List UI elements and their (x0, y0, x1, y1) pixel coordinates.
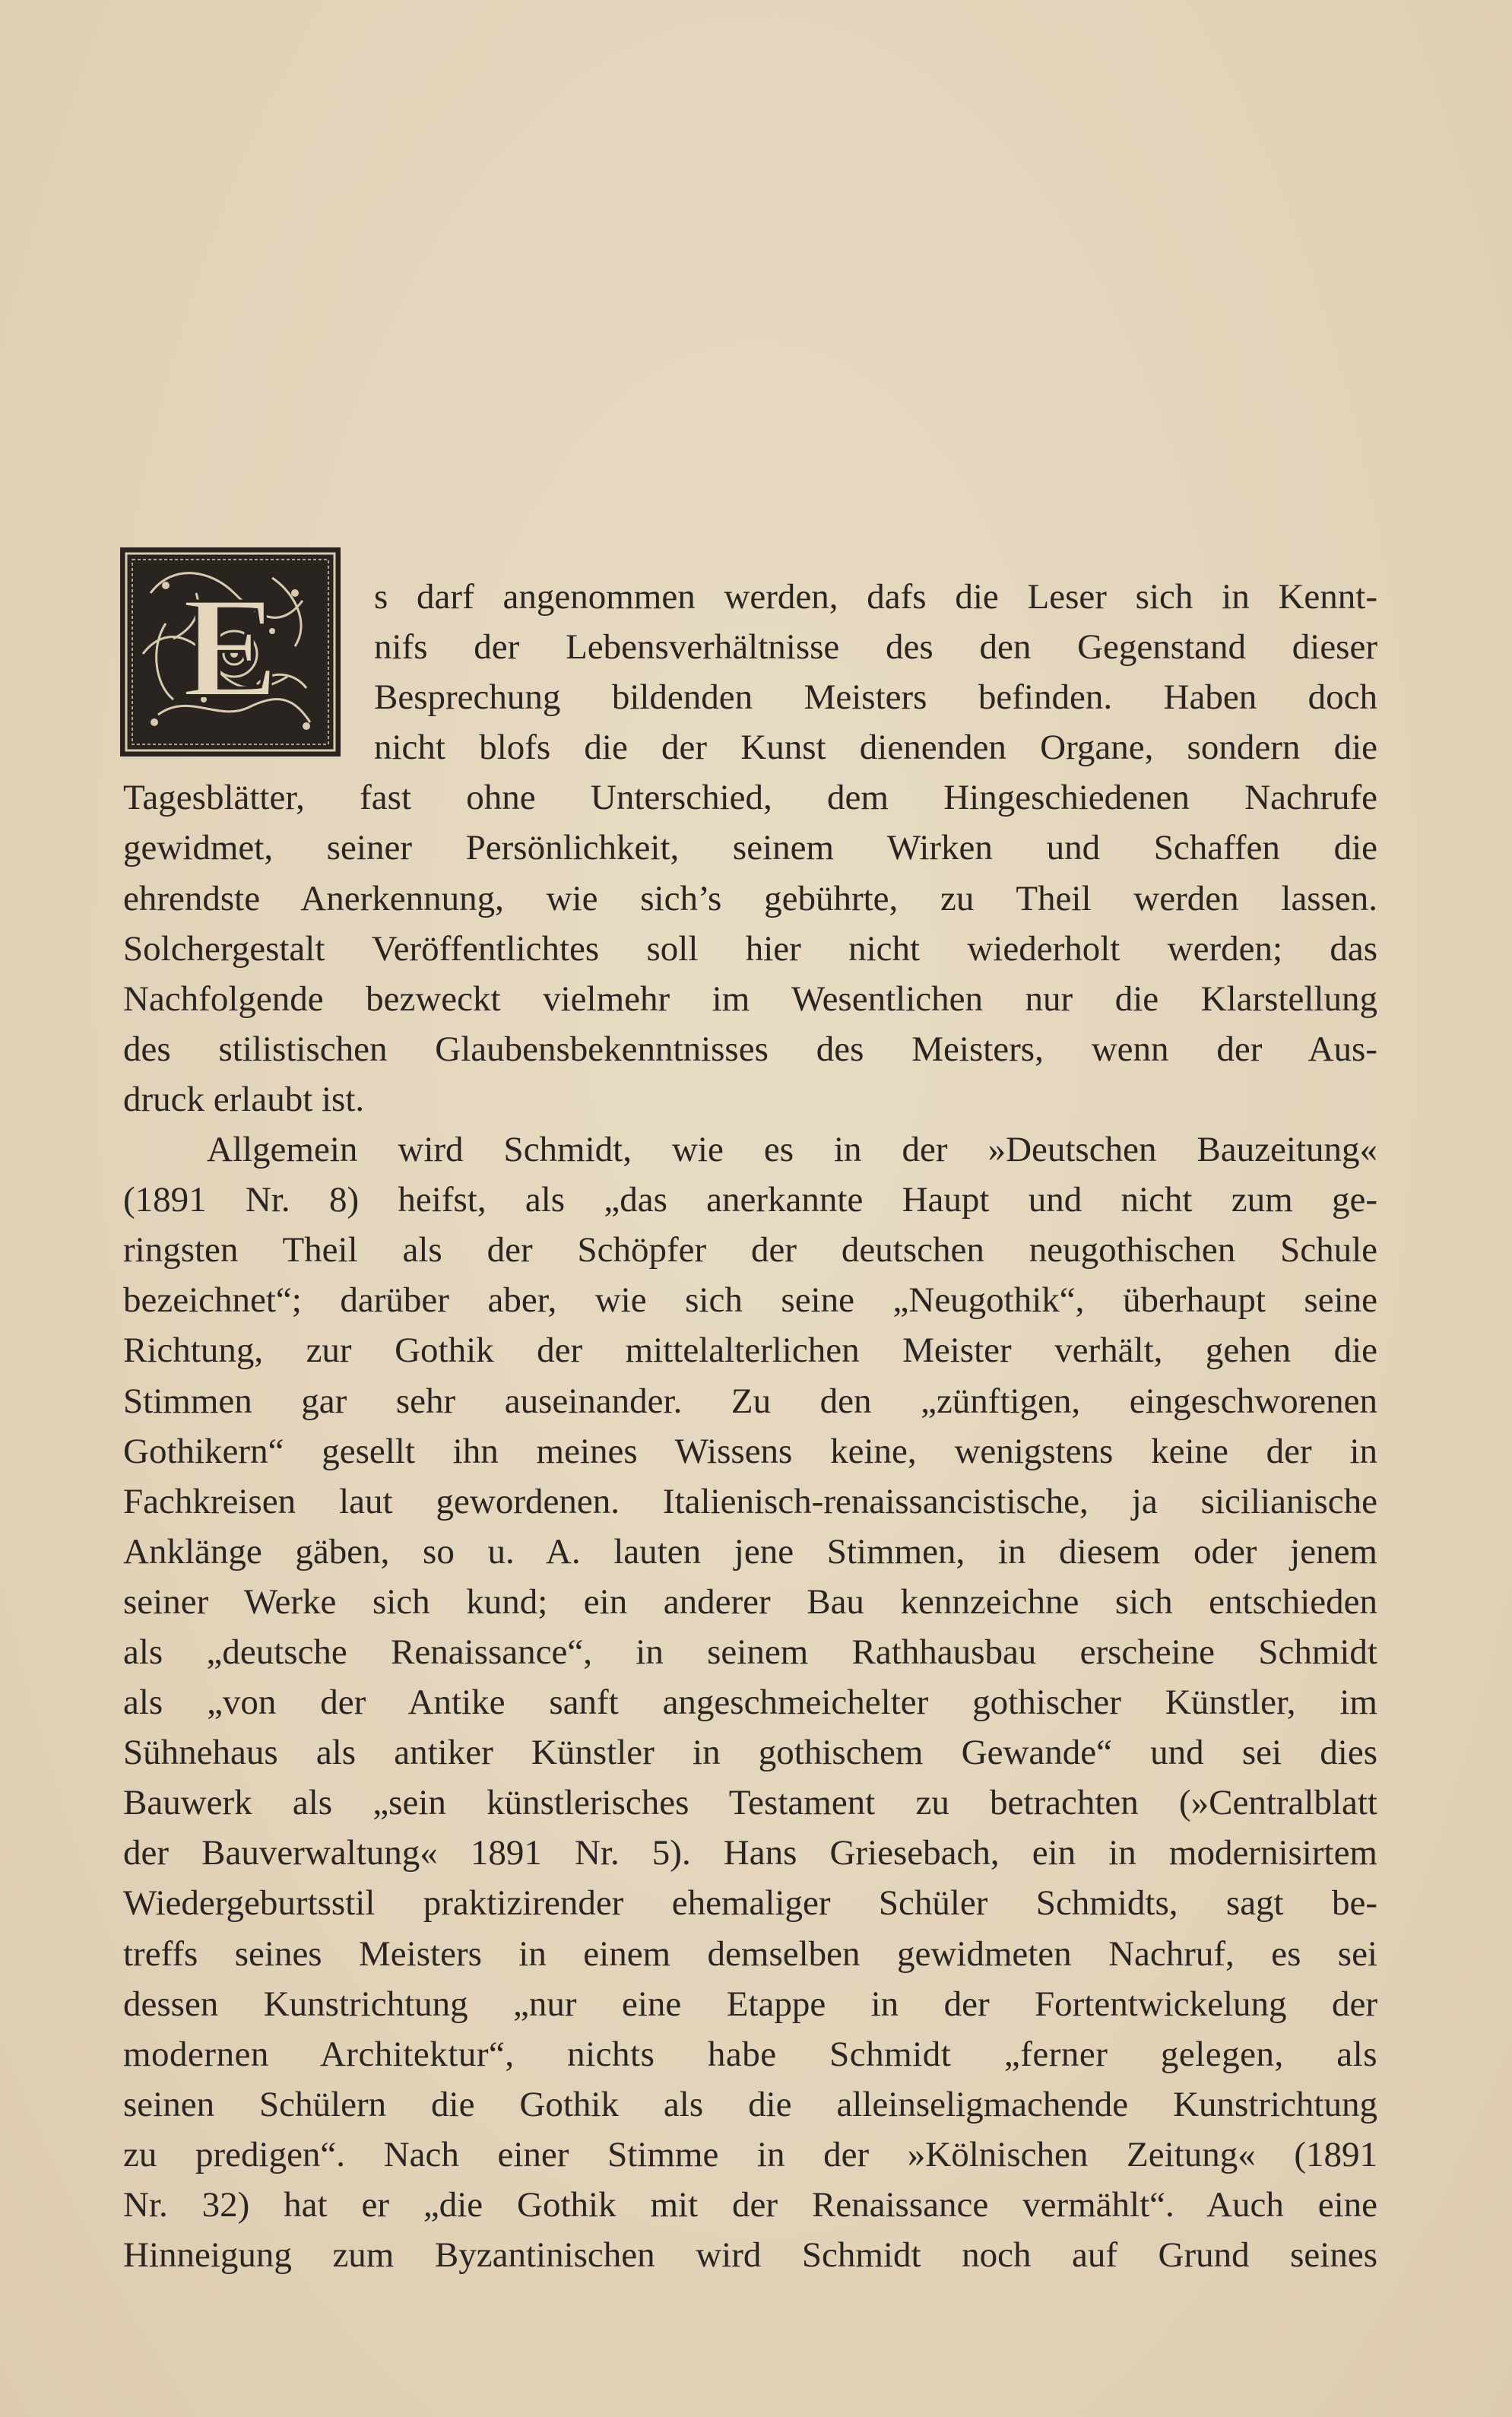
text-line: Sühnehaus als antiker Künstler in gothischem Gewande“ und sei dies (123, 1733, 1377, 1773)
text-line: dessen Kunstrichtung „nur eine Etappe in der Fortentwickelung der (123, 1984, 1377, 2024)
text-line: seiner Werke sich kund; ein anderer Bau kennzeichne sich entschieden (123, 1581, 1377, 1622)
text-line: zu predigen“. Nach einer Stimme in der »Kölnischen Zeitung« (1891 (123, 2134, 1377, 2174)
text-line: s darf angenommen werden, dafs die Leser sich in Kennt- (374, 577, 1377, 617)
text-line: ehrendste Anerkennung, wie sich’s gebührte, zu Theil werden lassen. (123, 878, 1377, 918)
text-line: des stilistischen Glaubensbekenntnisses des Meisters, wenn der Aus- (123, 1029, 1377, 1069)
body-text (123, 572, 1377, 2280)
text-line: Richtung, zur Gothik der mittelalterlichen Meister verhält, gehen die (123, 1331, 1377, 1371)
text-line: ringsten Theil als der Schöpfer der deutschen neugothischen Schule (123, 1230, 1377, 1270)
text-line: Solchergestalt Veröffentlichtes soll hier nicht wiederholt werden; das (123, 928, 1377, 969)
text-line: nifs der Lebensverhältnisse des den Gegenstand dieser (374, 627, 1377, 668)
text-line: Bauwerk als „sein künstlerisches Testament zu betrachten (»Centralblatt (123, 1783, 1377, 1823)
text-line: Tagesblätter, fast ohne Unterschied, dem Hingeschiedenen Nachrufe (123, 778, 1377, 818)
initial-letter: E (182, 568, 279, 728)
text-line: modernen Architektur“, nichts habe Schmidt „ferner gelegen, als (123, 2034, 1377, 2074)
text-line: bezeichnet“; darüber aber, wie sich seine „Neugothik“, überhaupt seine (123, 1280, 1377, 1321)
text-line: Stimmen gar sehr auseinander. Zu den „zünftigen, eingeschworenen (123, 1381, 1377, 1421)
text-line: der Bauverwaltung« 1891 Nr. 5). Hans Griesebach, ein in modernisirtem (123, 1833, 1377, 1873)
text-line: Nachfolgende bezweckt vielmehr im Wesentlichen nur die Klarstellung (123, 979, 1377, 1019)
text-line: Anklänge gäben, so u. A. lauten jene Stimmen, in diesem oder jenem (123, 1531, 1377, 1572)
text-line: Besprechung bildenden Meisters befinden. Haben doch (374, 677, 1377, 718)
text-line: Gothikern“ gesellt ihn meines Wissens keine, wenigstens keine der in (123, 1431, 1377, 1471)
text-line: Hinneigung zum Byzantinischen wird Schmidt noch auf Grund seines (123, 2235, 1377, 2276)
text-line: Allgemein wird Schmidt, wie es in der »Deutschen Bauzeitung« (207, 1130, 1377, 1170)
text-line: (1891 Nr. 8) heifst, als „das anerkannte Haupt und nicht zum ge- (123, 1180, 1377, 1220)
text-line: druck erlaubt ist. (123, 1079, 365, 1119)
text-line: Nr. 32) hat er „die Gothik mit der Renaissance vermählt“. Auch eine (123, 2185, 1377, 2225)
text-line: seinen Schülern die Gothik als die alleinseligmachende Kunstrichtung (123, 2084, 1377, 2124)
text-line: Fachkreisen laut gewordenen. Italienisch-renaissancistische, ja sicilianische (123, 1481, 1377, 1521)
text-line: nicht blofs die der Kunst dienenden Organe, sondern die (374, 728, 1377, 768)
text-line: als „von der Antike sanft angeschmeichelter gothischer Künstler, im (123, 1683, 1377, 1723)
text-line: als „deutsche Renaissance“, in seinem Rathhausbau erscheine Schmidt (123, 1632, 1377, 1672)
text-line: gewidmet, seiner Persönlichkeit, seinem Wirken und Schaffen die (123, 828, 1377, 868)
text-line: treffs seines Meisters in einem demselben gewidmeten Nachruf, es sei (123, 1933, 1377, 1974)
text-line: Wiedergeburtsstil praktizirender ehemaliger Schüler Schmidts, sagt be- (123, 1883, 1377, 1924)
